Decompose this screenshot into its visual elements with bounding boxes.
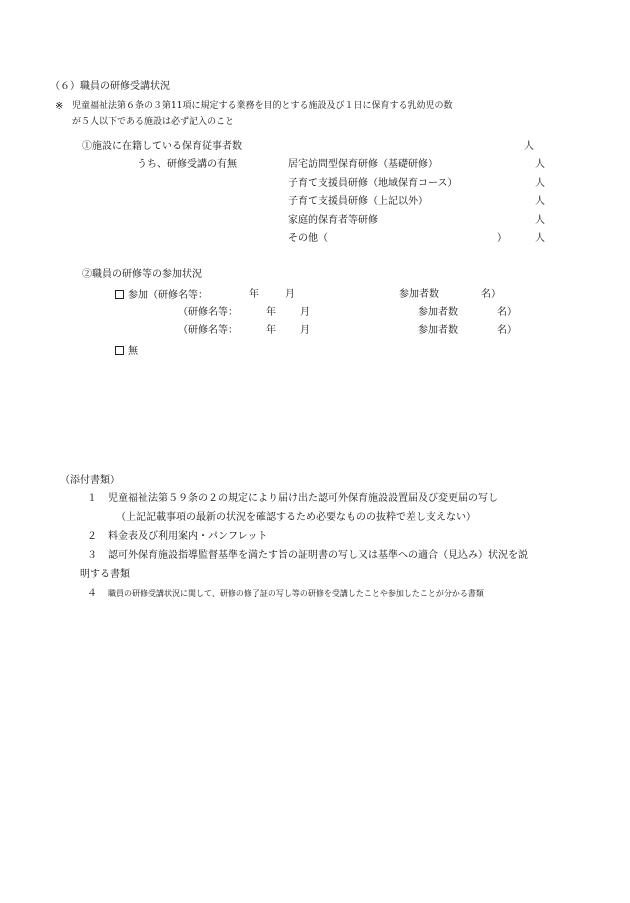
year-label: 年 [249,289,259,300]
staff-count-unit: 人 [524,141,534,152]
note-mark: ※ [55,101,64,112]
attachment-number: ３ [87,550,97,561]
training-name: 家庭的保育者等研修 [288,215,378,226]
staff-count-label: ①施設に在籍している保育従事者数 [82,141,242,152]
attachment-text: 明する書類 [80,569,130,580]
training-name: 居宅訪問型保育研修（基礎研修） [288,159,438,170]
training-name: 子育て支援員研修（地域保育コース） [288,178,458,189]
participants-unit: 名） [481,289,501,300]
training-name-label: （研修名等： [178,307,238,318]
training-other-close: ） [497,233,507,244]
attachment-number: １ [87,493,97,504]
attachment-number: ２ [87,531,97,542]
participants-unit: 名） [497,307,517,318]
participate-label: 参加（研修名等： [128,290,208,301]
none-checkbox[interactable] [115,346,124,355]
participants-label: 参加者数 [418,325,458,336]
month-label: 月 [285,289,295,300]
month-label: 月 [300,307,310,318]
participants-label: 参加者数 [418,307,458,318]
attachment-text: 料金表及び利用案内・パンフレット [108,531,268,542]
training-unit: 人 [535,196,545,207]
attachment-text: 児童福祉法第５９条の２の規定により届け出た認可外保育施設設置届及び変更届の写し [108,493,498,504]
participation-label: ②職員の研修等の参加状況 [82,269,202,280]
participate-checkbox[interactable] [115,290,124,299]
training-name: 子育て支援員研修（上記以外） [288,196,428,207]
month-label: 月 [300,325,310,336]
year-label: 年 [266,307,276,318]
note-line-1: 児童福祉法第６条の３第11項に規定する業務を目的とする施設及び１日に保育する乳幼児の数 [72,101,453,111]
training-name-other: その他（ [288,233,328,244]
none-label: 無 [128,346,138,357]
year-label: 年 [266,325,276,336]
participants-label: 参加者数 [399,289,439,300]
attachment-text: （上記記載事項の最新の状況を確認するため必要なものの抜粋で差し支えない） [116,512,476,523]
attachment-text: 認可外保育施設指導監督基準を満たす旨の証明書の写し又は基準への適合（見込み）状況を説 [108,550,528,561]
none-option[interactable] [115,346,138,357]
training-unit: 人 [535,233,545,244]
training-unit: 人 [535,215,545,226]
attachment-text: 職員の研修受講状況に関して、研修の修了証の写し等の研修を受講したことや参加したことが分かる書類 [108,589,484,598]
participants-unit: 名） [497,325,517,336]
participate-option[interactable] [115,290,208,301]
training-unit: 人 [535,178,545,189]
training-unit: 人 [535,159,545,170]
attachment-number: ４ [87,588,97,599]
training-status-label: うち、研修受講の有無 [137,159,237,170]
training-name-label: （研修名等： [178,325,238,336]
section-heading: （６）職員の研修受講状況 [50,81,170,92]
note-line-2: が５人以下である施設は必ず記入のこと [72,117,235,127]
attachments-heading: （添付書類） [60,475,120,486]
